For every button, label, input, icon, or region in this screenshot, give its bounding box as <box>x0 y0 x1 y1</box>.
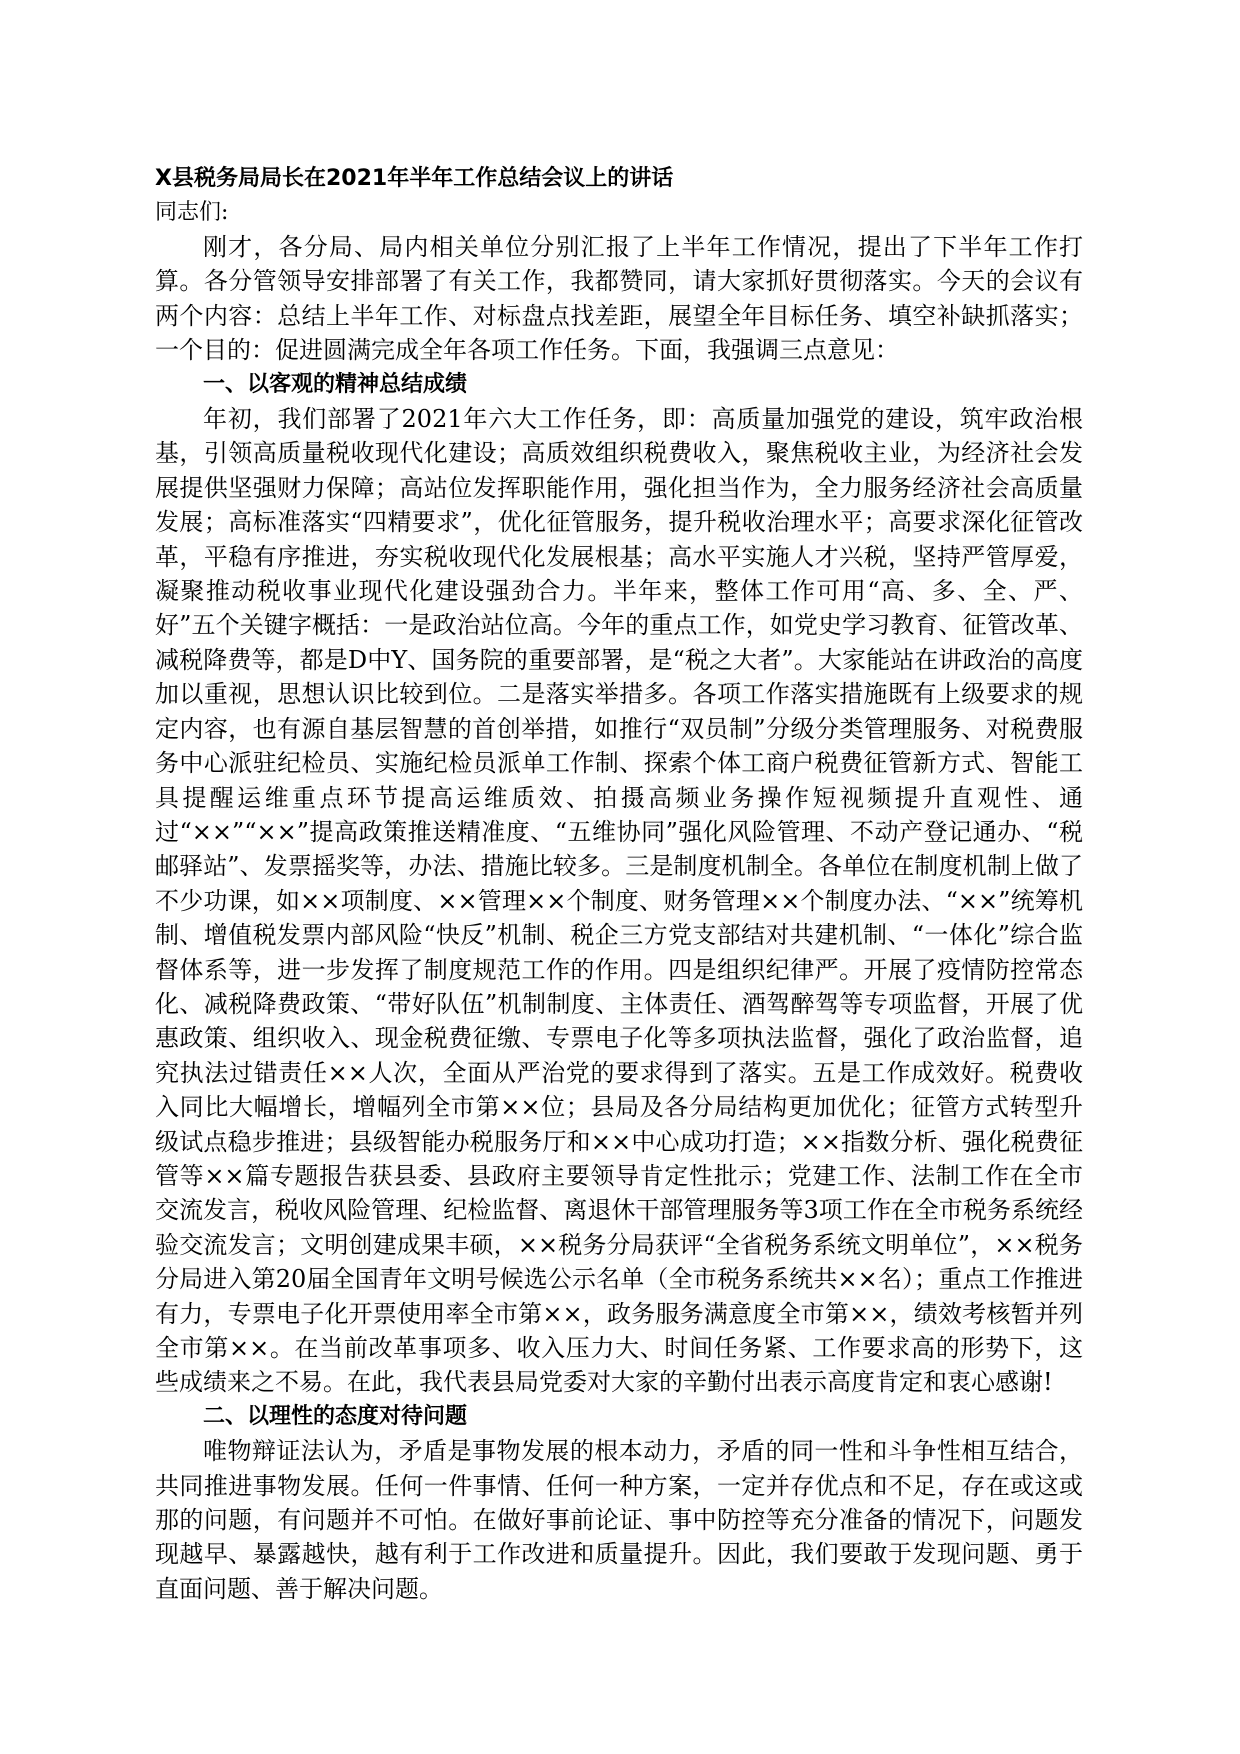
section-2-paragraph: 唯物辩证法认为，矛盾是事物发展的根本动力，矛盾的同一性和斗争性相互结合，共同推进事物发展。任何一件事情、任何一种方案，一定并存优点和不足，存在或这或那的问题，有问题并不可怕。在做好事前论证、事中防控等充分准备的情况下，问题发现越早、暴露越快，越有利于工作改进和质量提升。因此，我们要敢于发现问题、勇于直面问题、善于解决问题。 <box>155 1437 1083 1603</box>
section-1-paragraph: 年初，我们部署了2021年六大工作任务，即：高质量加强党的建设，筑牢政治根基，引领高质量税收现代化建设；高质效组织税费收入，聚焦税收主业，为经济社会发展提供坚强财力保障；高站位发挥职能作用，强化担当作为，全力服务经济社会高质量发展；高标准落实“四精要求”，优化征管服务，提升税收治理水平；高要求深化征管改革，平稳有序推进，夯实税收现代化发展根基；高水平实施人才兴税，坚持严管厚爱，凝聚推动税收事业现代化建设强劲合力。半年来，整体工作可用“高、多、全、严、好”五个关键字概括：一是政治站位高。今年的重点工作，如党史学习教育、征管改革、减税降费等，都是D中Y、国务院的重要部署，是“税之大者”。大家能站在讲政治的高度加以重视，思想认识比较到位。二是落实举措多。各项工作落实措施既有上级要求的规定内容，也有源自基层智慧的首创举措，如推行“双员制”分级分类管理服务、对税费服务中心派驻纪检员、实施纪检员派单工作制、探索个体工商户税费征管新方式、智能工具提醒运维重点环节提高运维质效、拍摄高频业务操作短视频提升直观性、通过“××”“××”提高政策推送精准度、“五维协同”强化风险管理、不动产登记通办、“税邮驿站”、发票摇奖等，办法、措施比较多。三是制度机制全。各单位在制度机制上做了不少功课，如××项制度、××管理××个制度、财务管理××个制度办法、“××”统筹机制、增值税发票内部风险“快反”机制、税企三方党支部结对共建机制、“一体化”综合监督体系等，进一步发挥了制度规范工作的作用。四是组织纪律严。开展了疫情防控常态化、减税降费政策、“带好队伍”机制制度、主体责任、酒驾醉驾等专项监督，开展了优惠政策、组织收入、现金税费征缴、专票电子化等多项执法监督，强化了政治监督，追究执法过错责任××人次，全面从严治党的要求得到了落实。五是工作成效好。税费收入同比大幅增长，增幅列全市第××位；县局及各分局结构更加优化；征管方式转型升级试点稳步推进；县级智能办税服务厅和××中心成功打造；××指数分析、强化税费征管等××篇专题报告获县委、县政府主要领导肯定性批示；党建工作、法制工作在全市交流发言，税收风险管理、纪检监督、离退休干部管理服务等3项工作在全市税务系统经验交流发言；文明创建成果丰硕，××税务分局获评“全省税务系统文明单位”，××税务分局进入第20届全国青年文明号候选公示名单（全市税务系统共××名）；重点工作推进有力，专票电子化开票使用率全市第××，政务服务满意度全市第××，绩效考核暂并列全市第××。在当前改革事项多、收入压力大、时间任务紧、工作要求高的形势下，这些成绩来之不易。在此，我代表县局党委对大家的辛勤付出表示高度肯定和衷心感谢! <box>155 405 1083 1397</box>
section-heading-1: 一、以客观的精神总结成绩 <box>203 371 468 397</box>
document-body <box>155 162 1083 1606</box>
section-heading-2: 二、以理性的态度对待问题 <box>203 1403 468 1429</box>
intro-paragraph: 刚才，各分局、局内相关单位分别汇报了上半年工作情况，提出了下半年工作打算。各分管领导安排部署了有关工作，我都赞同，请大家抓好贯彻落实。今天的会议有两个内容：总结上半年工作、对标盘点找差距，展望全年目标任务、填空补缺抓落实；一个目的：促进圆满完成全年各项工作任务。下面，我强调三点意见： <box>155 233 1083 365</box>
salutation: 同志们: <box>155 200 229 225</box>
document-title: X县税务局局长在2021年半年工作总结会议上的讲话 <box>155 166 674 191</box>
